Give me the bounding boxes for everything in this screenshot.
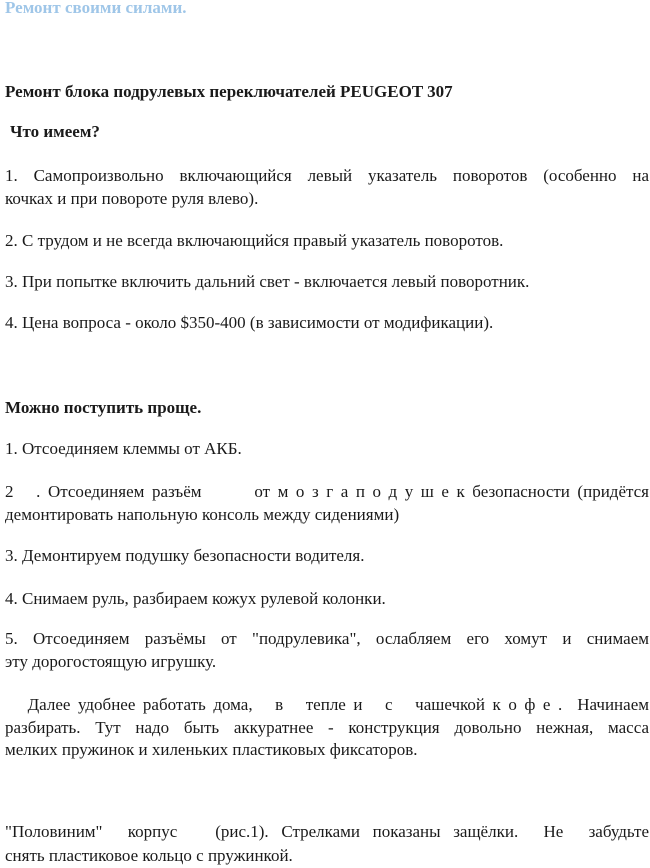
list-item: эту дорогостоящую игрушку. xyxy=(5,652,217,671)
paragraph-line: разбирать. Тут надо быть аккуратнее - конструкция довольно нежная, масса xyxy=(5,718,649,737)
list-item: кочках и при повороте руля влево). xyxy=(5,189,259,208)
list-item: 3. При попытке включить дальний свет - включается левый поворотник. xyxy=(5,272,530,291)
list-item: 1. Отсоединяем клеммы от АКБ. xyxy=(5,439,242,458)
list-item: 4. Цена вопроса - около $350-400 (в зависимости от модификации). xyxy=(5,313,494,332)
paragraph-line: снять пластиковое кольцо с пружинкой. xyxy=(5,846,293,865)
list-item: 5. Отсоединяем разъёмы от "подрулевика", ослабляем его хомут и снимаем xyxy=(5,629,649,648)
list-item: 2. С трудом и не всегда включающийся правый указатель поворотов. xyxy=(5,231,504,250)
list-item: демонтировать напольную консоль между сидениями) xyxy=(5,505,400,524)
paragraph-line: "Половиним" корпус (рис.1). Стрелками показаны защёлки. Не забудьте xyxy=(5,822,649,841)
paragraph-line: Далее удобнее работать дома, в тепле и с чашечкой к о ф е . Начинаем xyxy=(5,695,649,714)
list-item: 3. Демонтируем подушку безопасности водителя. xyxy=(5,546,365,565)
document-title: Ремонт блока подрулевых переключателей PEUGEOT 307 xyxy=(5,82,453,101)
paragraph-line: мелких пружинок и хиленьких пластиковых фиксаторов. xyxy=(5,740,418,759)
section-heading: Что имеем? xyxy=(10,122,100,141)
list-item: 4. Снимаем руль, разбираем кожух рулевой колонки. xyxy=(5,589,386,608)
site-title: Ремонт своими силами. xyxy=(5,0,187,17)
section-heading: Можно поступить проще. xyxy=(5,398,202,417)
list-item: 1. Самопроизвольно включающийся левый указатель поворотов (особенно на xyxy=(5,166,649,185)
list-item: 2 . Отсоединяем разъём от м о з г а п о д у ш е к безопасности (придётся xyxy=(5,482,649,501)
